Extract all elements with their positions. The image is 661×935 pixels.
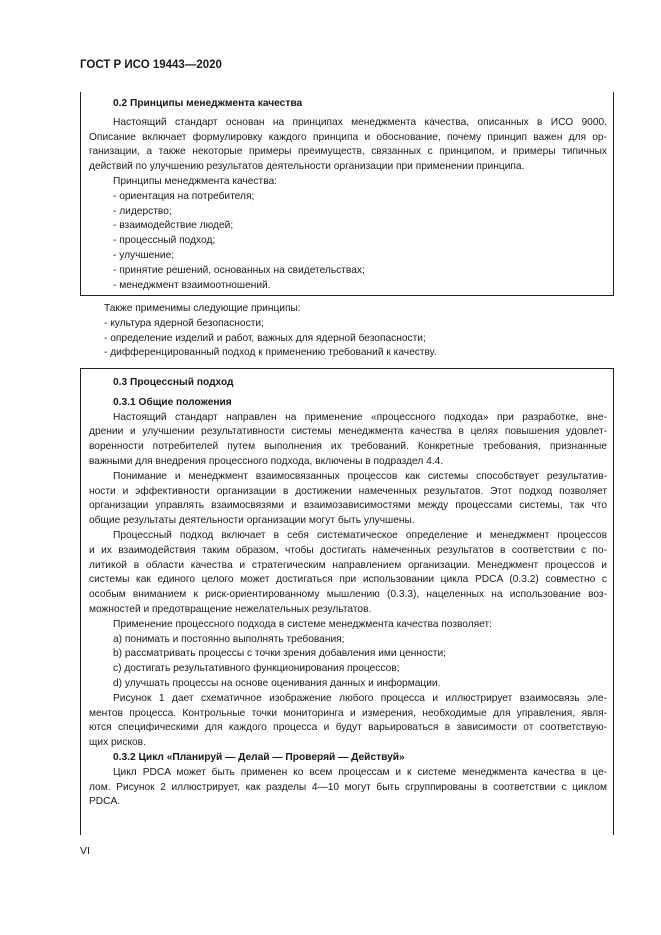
list-intro: Принципы менеджмента качества: (113, 175, 277, 187)
paragraph-line: литикой в области качества и стратегическим направлением организации. Менеджмент процессов и (89, 559, 607, 571)
list-item: a) понимать и постоянно выполнять требования; (113, 633, 345, 645)
list-item: - лидерство; (113, 205, 172, 217)
list-item: c) достигать результативного функционирования процессов; (113, 663, 400, 675)
subsection-heading-0-3-1: 0.3.1 Общие положения (113, 396, 232, 408)
paragraph-line: ются специфическими для каждого процесса и будут варьироваться в зависимости от соответствую- (89, 722, 607, 734)
list-item: - принятие решений, основанных на свидетельствах; (113, 264, 365, 276)
paragraph-line: дрении и улучшении результативности системы менеджмента качества в целях повышения удовлет- (89, 426, 607, 438)
paragraph-line: Цикл PDCA может быть применен ко всем процессам и к системе менеджмента качества в це- (113, 766, 607, 778)
paragraph-line: Рисунок 1 дает схематичное изображение любого процесса и иллюстрирует взаимосвязь эле- (113, 692, 607, 704)
paragraph-line: лом. Рисунок 2 иллюстрирует, как разделы 4—10 могут быть сгруппированы в соответствии с циклом (89, 781, 607, 793)
list-item: - процессный подход; (113, 235, 216, 247)
paragraph-line: Процессный подход включает в себя систематическое определение и менеджмент процессов (113, 529, 607, 541)
section-heading-0-2: 0.2 Принципы менеджмента качества (113, 98, 303, 109)
paragraph-line: воренности потребителей путем выполнения их требований. Конкретные требования, признанные (89, 441, 607, 453)
paragraph-line: и их взаимодействия таким образом, чтобы достигать намеченных результатов в соответствии с по- (89, 544, 607, 556)
additional-principles (104, 302, 437, 361)
paragraph-line: Понимание и менеджмент взаимосвязанных процессов как системы способствует результатив- (113, 470, 607, 482)
paragraph-line: Настоящий стандарт основан на принципах менеджмента качества, описанных в ИСО 9000. (113, 116, 607, 128)
list-item: - ориентация на потребителя; (113, 190, 255, 202)
paragraph-line: Настоящий стандарт направлен на применение «процессного подхода» при разработке, вне- (113, 411, 607, 423)
subsection-heading-0-3-2: 0.3.2 Цикл «Планируй — Делай — Проверяй — Действуй» (113, 751, 405, 763)
list-intro: Применение процессного подхода в системе менеджмента качества позволяет: (113, 618, 493, 630)
paragraph-line: ментов процесса. Контрольные точки мониторинга и измерения, необходимые для управления, явля- (89, 707, 607, 719)
paragraph-line: системы как единого целого может достигаться при использовании цикла PDCA (0.3.2) совместно с (89, 574, 607, 586)
list-item: - определение изделий и работ, важных для ядерной безопасности; (104, 332, 426, 344)
list-item: - культура ядерной безопасности; (104, 317, 264, 329)
paragraph-line: ности и эффективности организации в достижении намеченных результатов. Этот подход позволяет (89, 485, 607, 497)
list-item: b) рассматривать процессы с точки зрения добавления ими ценности; (113, 648, 446, 660)
list-item: - дифференцированный подход к применению требований к качеству. (104, 347, 437, 359)
paragraph-line: PDCA. (89, 796, 121, 808)
paragraph-line: Описание включает формулировку каждого принципа и обоснование, почему принцип важен для ор- (89, 131, 607, 143)
paragraph-line: ганизации, а также некоторые примеры преимуществ, связанных с принципом, и примеры типичных (89, 146, 607, 158)
paragraph-line: действий по улучшению результатов деятельности организации при применении принципа. (89, 161, 525, 173)
paragraph-line: общие результаты деятельности организации могут быть улучшены. (89, 515, 415, 527)
paragraph-line: можностей и предотвращение нежелательных результатов. (89, 603, 372, 615)
page-number: VI (80, 845, 90, 857)
process-approach-box (80, 368, 614, 835)
list-item: d) улучшать процессы на основе оценивания данных и информации. (113, 677, 441, 689)
principles-box (80, 92, 614, 296)
list-item: - взаимодействие людей; (113, 220, 234, 232)
paragraph-line: организации управлять взаимосвязями и взаимозависимостями между процессами системы, так что (89, 500, 607, 512)
list-item: - менеджмент взаимоотношений. (113, 279, 271, 291)
section-heading-0-3: 0.3 Процессный подход (113, 377, 234, 388)
paragraph-line: особым вниманием к риск-ориентированному мышлению (0.3.3), нацеленных на использование воз- (89, 589, 607, 601)
paragraph-line: важными для внедрения процессного подхода, включены в подраздел 4.4. (89, 455, 444, 467)
document-header: ГОСТ Р ИСО 19443—2020 (80, 59, 222, 71)
paragraph-line: щих рисков. (89, 737, 146, 749)
list-intro: Также применимы следующие принципы: (104, 303, 301, 314)
list-item: - улучшение; (113, 249, 175, 261)
